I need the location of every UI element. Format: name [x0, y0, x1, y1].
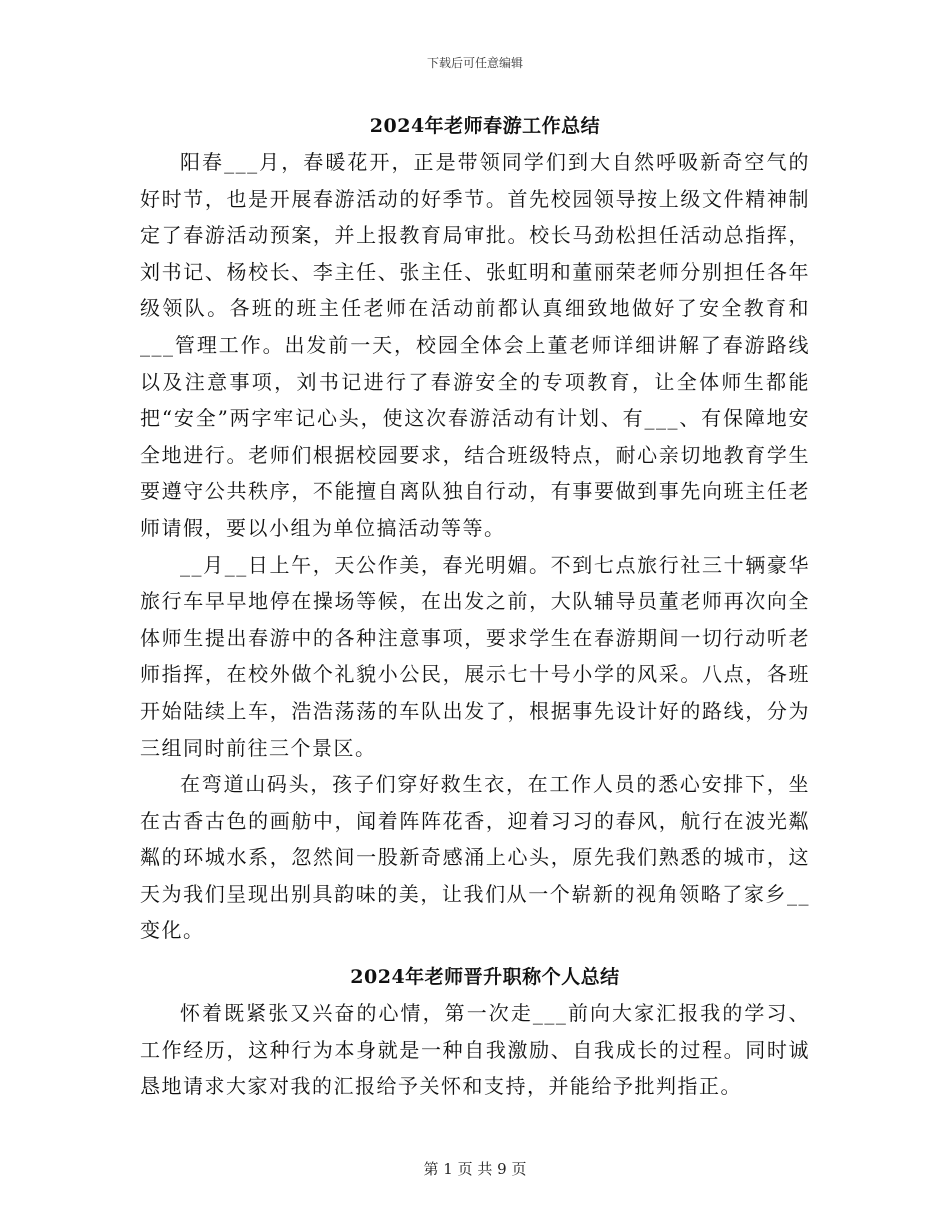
- header-note: 下载后可任意编辑: [426, 56, 523, 70]
- section2-paragraph-1: 怀着既紧张又兴奋的心情，第一次走___前向大家汇报我的学习、工作经历，这种行为本身就是一种自我激励、自我成长的过程。同时诚恳地请求大家对我的汇报给予关怀和支持，并能给予批判指正。: [140, 1001, 810, 1099]
- section1-title: 2024年老师春游工作总结: [369, 115, 601, 137]
- section1-paragraph-1: 阳春___月，春暖花开，正是带领同学们到大自然呼吸新奇空气的好时节，也是开展春游活动的好季节。首先校园领导按上级文件精神制定了春游活动预案，并上报教育局审批。校长马劲松担任活动总指挥，刘书记、杨校长、李主任、张主任、张虹明和董丽荣老师分别担任各年级领队。各班的班主任老师在活动前都认真细致地做好了安全教育和___管理工作。出发前一天，校园全体会上董老师详细讲解了春游路线以及注意事项，刘书记进行了春游安全的专项教育，让全体师生都能把“安全”两字牢记心头，使这次春游活动有计划、有___、有保障地安全地进行。老师们根据校园要求，结合班级特点，耐心亲切地教育学生要遵守公共秩序，不能擅自离队独自行动，有事要做到事先向班主任老师请假，要以小组为单位搞活动等等。: [140, 150, 810, 540]
- page-number-footer: 第 1 页 共 9 页: [423, 1160, 527, 1178]
- section1-paragraph-3: 在弯道山码头，孩子们穿好救生衣，在工作人员的悉心安排下，坐在古香古色的画舫中，闻着阵阵花香，迎着习习的春风，航行在波光粼粼的环城水系，忽然间一股新奇感涌上心头，原先我们熟悉的城市，这天为我们呈现出别具韵味的美，让我们从一个崭新的视角领略了家乡__变化。: [140, 772, 810, 943]
- section2-title: 2024年老师晋升职称个人总结: [350, 966, 620, 989]
- document-body: [140, 108, 810, 1105]
- section1-paragraph-2: __月__日上午，天公作美，春光明媚。不到七点旅行社三十辆豪华旅行车早早地停在操场等候，在出发之前，大队辅导员董老师再次向全体师生提出春游中的各种注意事项，要求学生在春游期间一切行动听老师指挥，在校外做个礼貌小公民，展示七十号小学的风采。八点，各班开始陆续上车，浩浩荡荡的车队出发了，根据事先设计好的路线，分为三组同时前往三个景区。: [140, 552, 810, 760]
